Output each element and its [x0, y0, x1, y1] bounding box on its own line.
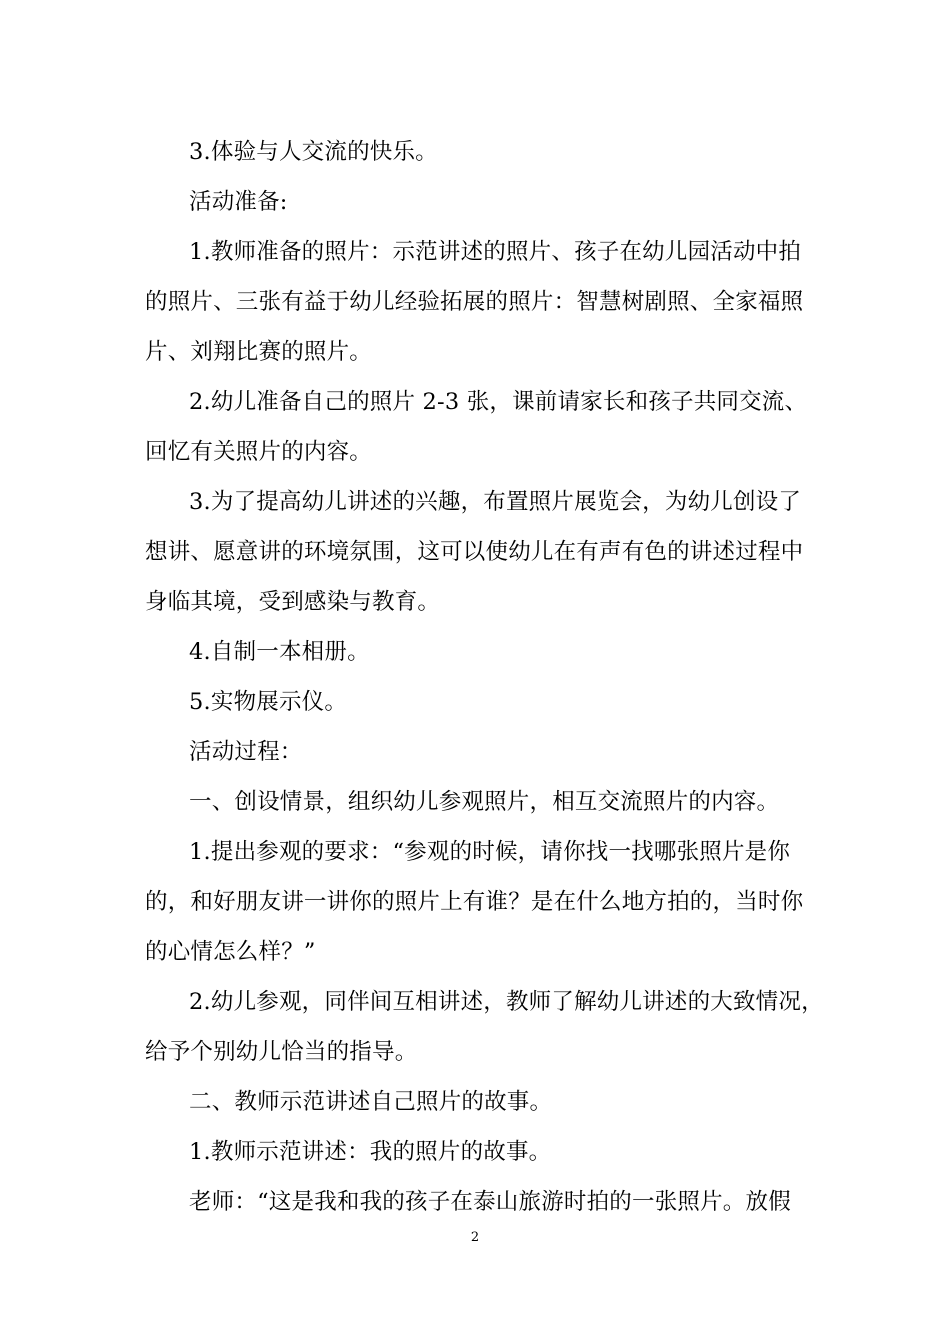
paragraph-line: 3.为了提高幼儿讲述的兴趣，布置照片展览会，为幼儿创设了	[189, 489, 802, 515]
paragraph-line: 回忆有关照片的内容。	[145, 439, 373, 465]
paragraph-line: 2.幼儿准备自己的照片 2-3 张，课前请家长和孩子共同交流、	[189, 389, 808, 415]
paragraph-line: 4.自制一本相册。	[189, 639, 370, 665]
paragraph-line: 1.教师示范讲述：我的照片的故事。	[189, 1139, 552, 1165]
page-number: 2	[470, 1230, 480, 1245]
paragraph-line: 3.体验与人交流的快乐。	[189, 139, 438, 165]
paragraph-line: 一、创设情景，组织幼儿参观照片，相互交流照片的内容。	[189, 789, 780, 815]
section-heading: 活动准备:	[189, 189, 288, 215]
paragraph-line: 的，和好朋友讲一讲你的照片上有谁？是在什么地方拍的，当时你	[145, 889, 804, 915]
paragraph-line: 给予个别幼儿恰当的指导。	[145, 1039, 418, 1065]
paragraph-line: 1.教师准备的照片：示范讲述的照片、孩子在幼儿园活动中拍	[189, 239, 802, 265]
paragraph-line: 想讲、愿意讲的环境氛围，这可以使幼儿在有声有色的讲述过程中	[145, 539, 804, 565]
paragraph-line: 二、教师示范讲述自己照片的故事。	[189, 1089, 553, 1115]
paragraph-line: 的照片、三张有益于幼儿经验拓展的照片：智慧树剧照、全家福照	[145, 289, 804, 315]
paragraph-line: 5.实物展示仪。	[189, 689, 348, 715]
paragraph-line: 的心情怎么样？”	[145, 939, 316, 965]
paragraph-line: 身临其境，受到感染与教育。	[145, 589, 441, 615]
paragraph-line: 老师：“这是我和我的孩子在泰山旅游时拍的一张照片。放假	[189, 1189, 791, 1215]
paragraph-line: 2.幼儿参观，同伴间互相讲述，教师了解幼儿讲述的大致情况，	[189, 989, 824, 1015]
paragraph-line: 片、刘翔比赛的照片。	[145, 339, 373, 365]
paragraph-line: 1.提出参观的要求：“参观的时候，请你找一找哪张照片是你	[189, 839, 791, 865]
section-heading: 活动过程：	[189, 739, 303, 765]
